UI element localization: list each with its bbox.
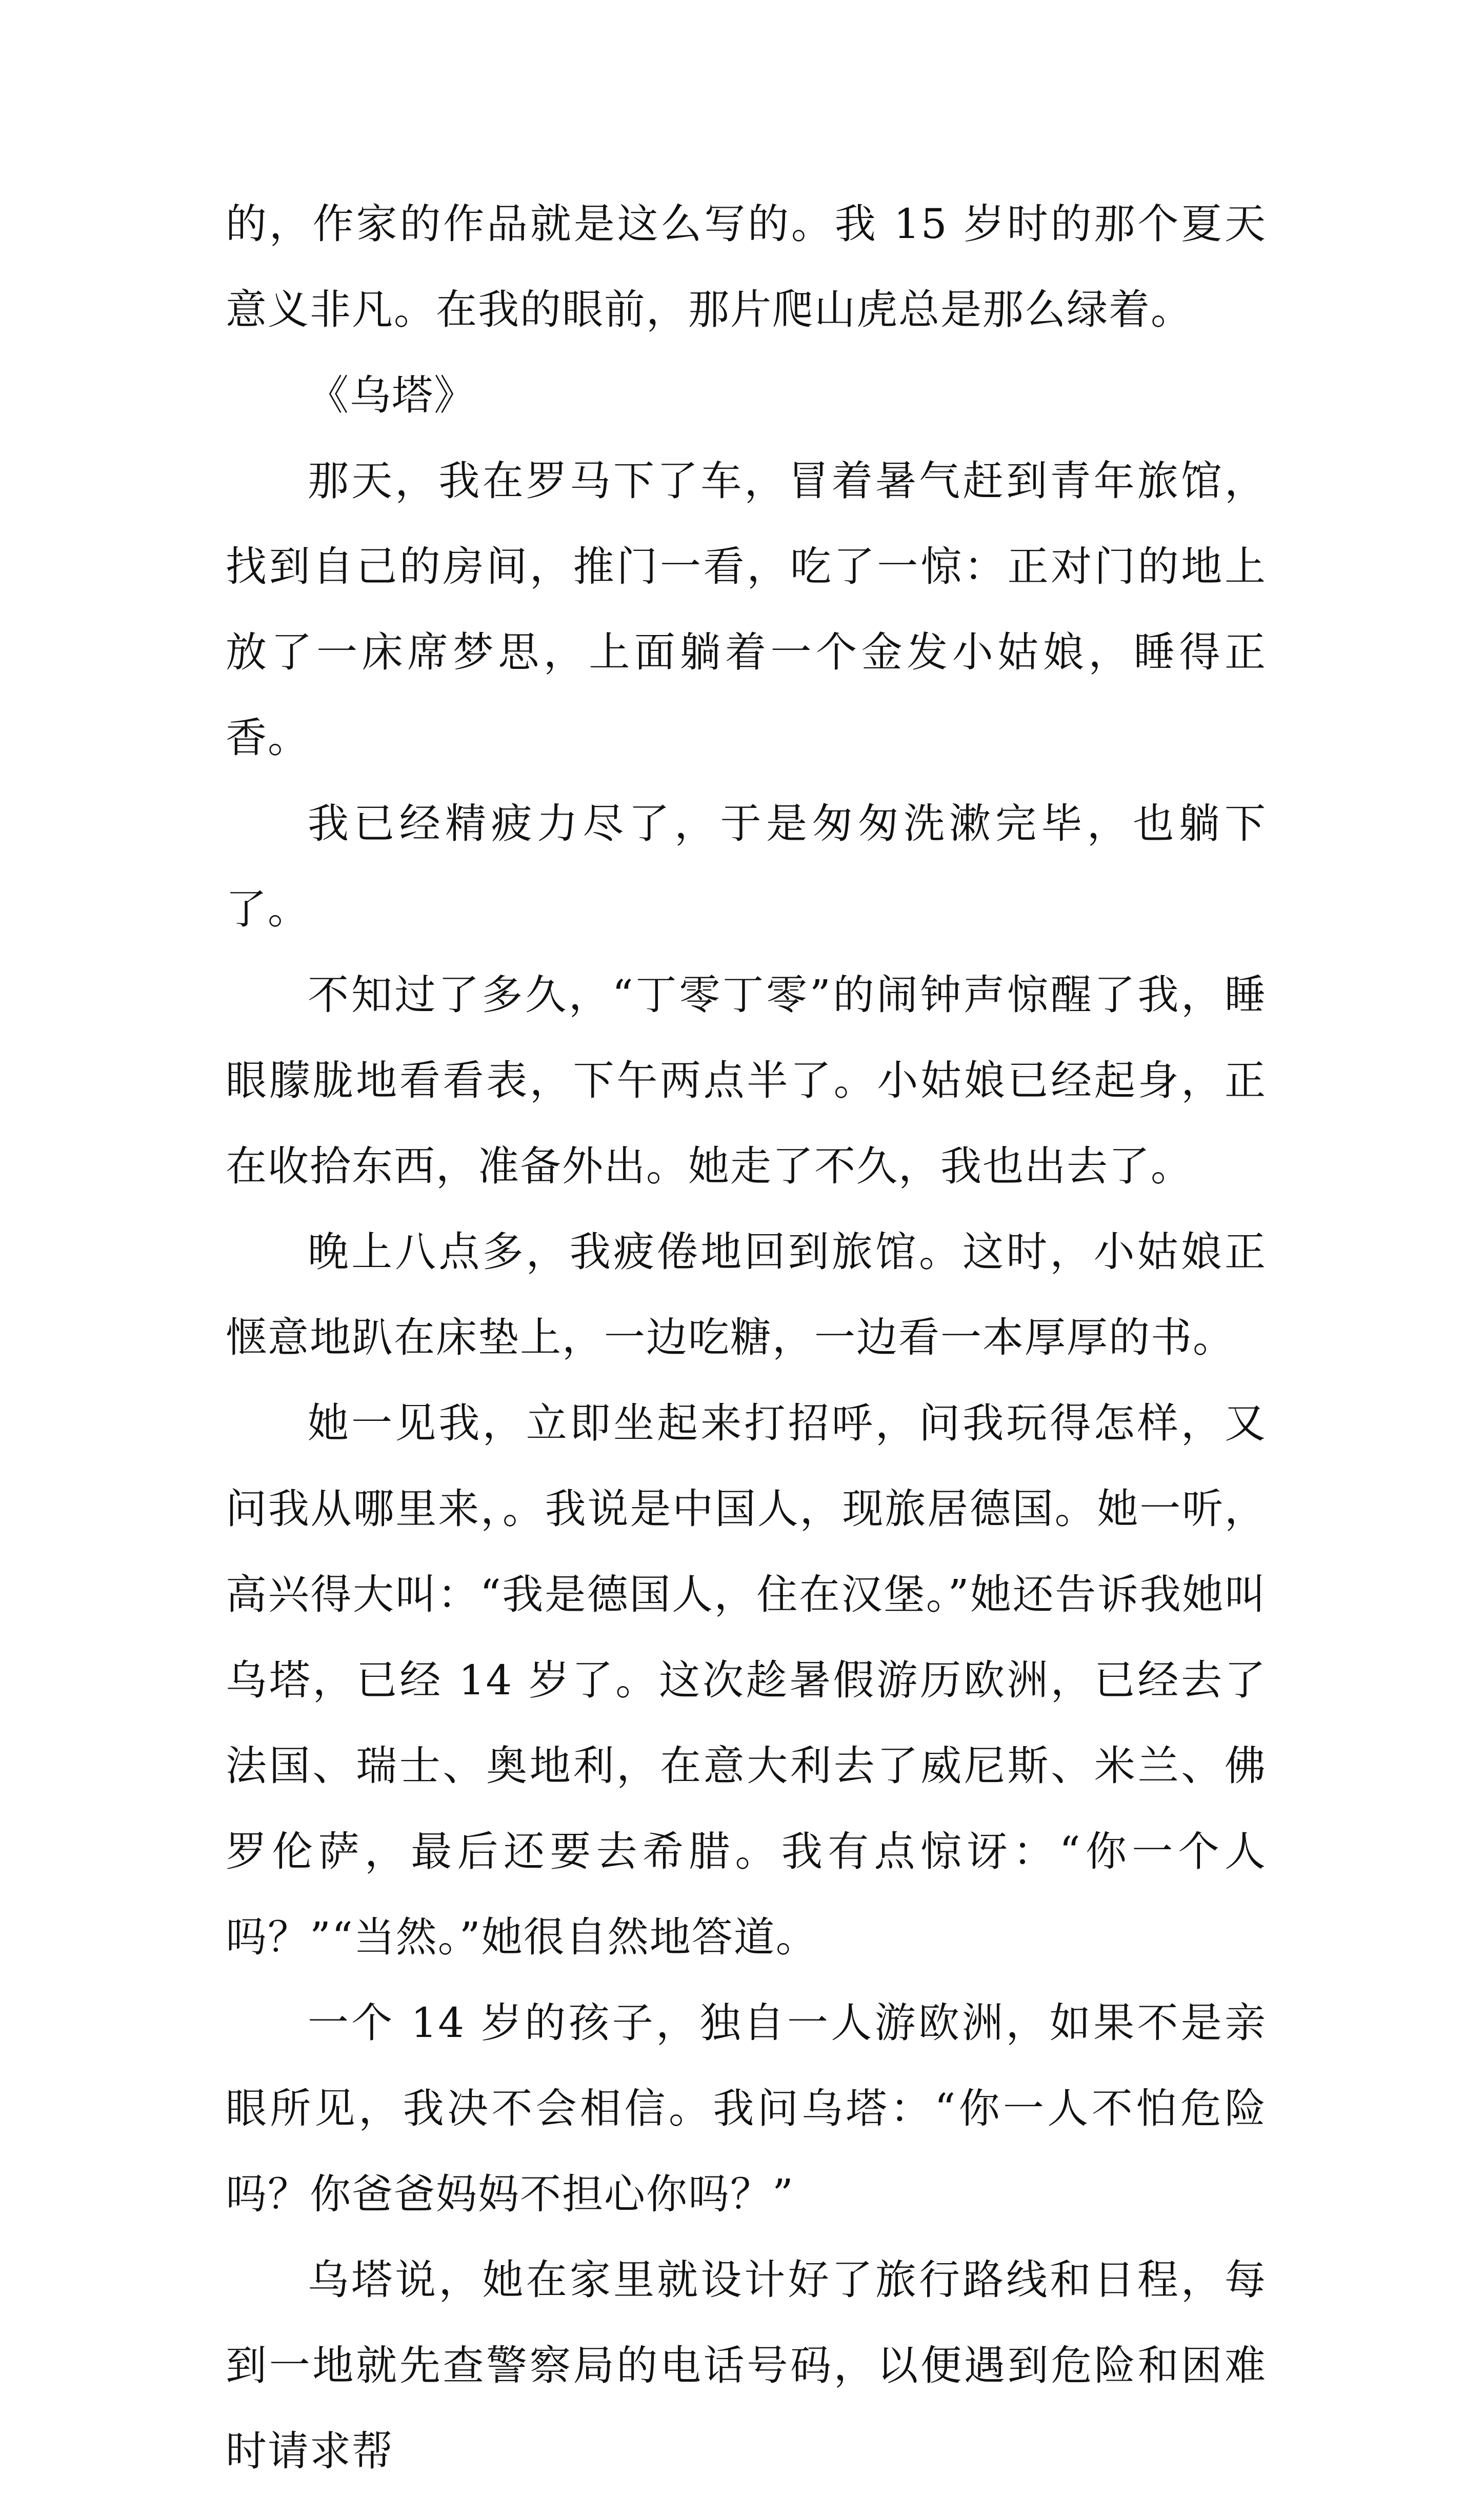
paragraph: 我已经精疲力尽了，于是匆匆洗漱完毕，也躺下了。 [226,800,1267,933]
paragraph: 她一见我，立即坐起来打招呼，问我玩得怎样，又问我从哪里来，。我说是中国人，现旅居德国。她一听，高兴得大叫：“我是德国人，住在汉堡。”她还告诉我她叫乌塔，已经 14 岁了。这次趁暑假游历欧洲，已经去了法国、瑞士、奥地利，在意大利去了威尼斯、米兰、佛罗伦萨，最后还要去希腊。我有点惊讶：“你一个人吗？”“当然。”她很自然地答道。 [226,1399,1267,1961]
document-body [226,181,1267,2494]
paragraph: 一个 14 岁的孩子，独自一人游欧洲，如果不是亲眼所见，我决不会相信。我问乌塔：“你一人不怕危险吗？你爸爸妈妈不担心你吗？” [226,1999,1267,2218]
paragraph: 不知过了多久，“丁零丁零”的闹钟声惊醒了我，睡眼朦胧地看看表，下午两点半了。小姑娘已经起身，正在收拾东西，准备外出。她走了不久，我也出去了。 [226,971,1267,1190]
paragraph: 晚上八点多，我疲倦地回到旅馆。这时，小姑娘正惬意地趴在床垫上，一边吃糖，一边看一本厚厚的书。 [226,1228,1267,1361]
paragraph: 乌塔说，她在家里就设计好了旅行路线和日程，每到一地就先查警察局的电话号码，以便遇到危险和困难时请求帮 [226,2256,1267,2475]
paragraph: 那天，我在罗马下了车，冒着暑气赶到青年旅馆，找到自己的房间，推门一看，吃了一惊：正对门的地上放了一床席梦思，上面躺着一个金发小姑娘，睡得正香。 [226,457,1267,762]
paragraph-continuation: 的，作家的作品就是这么写的。我 15 岁时的那个夏天意义非凡。在我的眼前，那片爬山虎总是那么绿着。 [226,200,1267,333]
section-title: 《乌塔》 [308,371,476,419]
